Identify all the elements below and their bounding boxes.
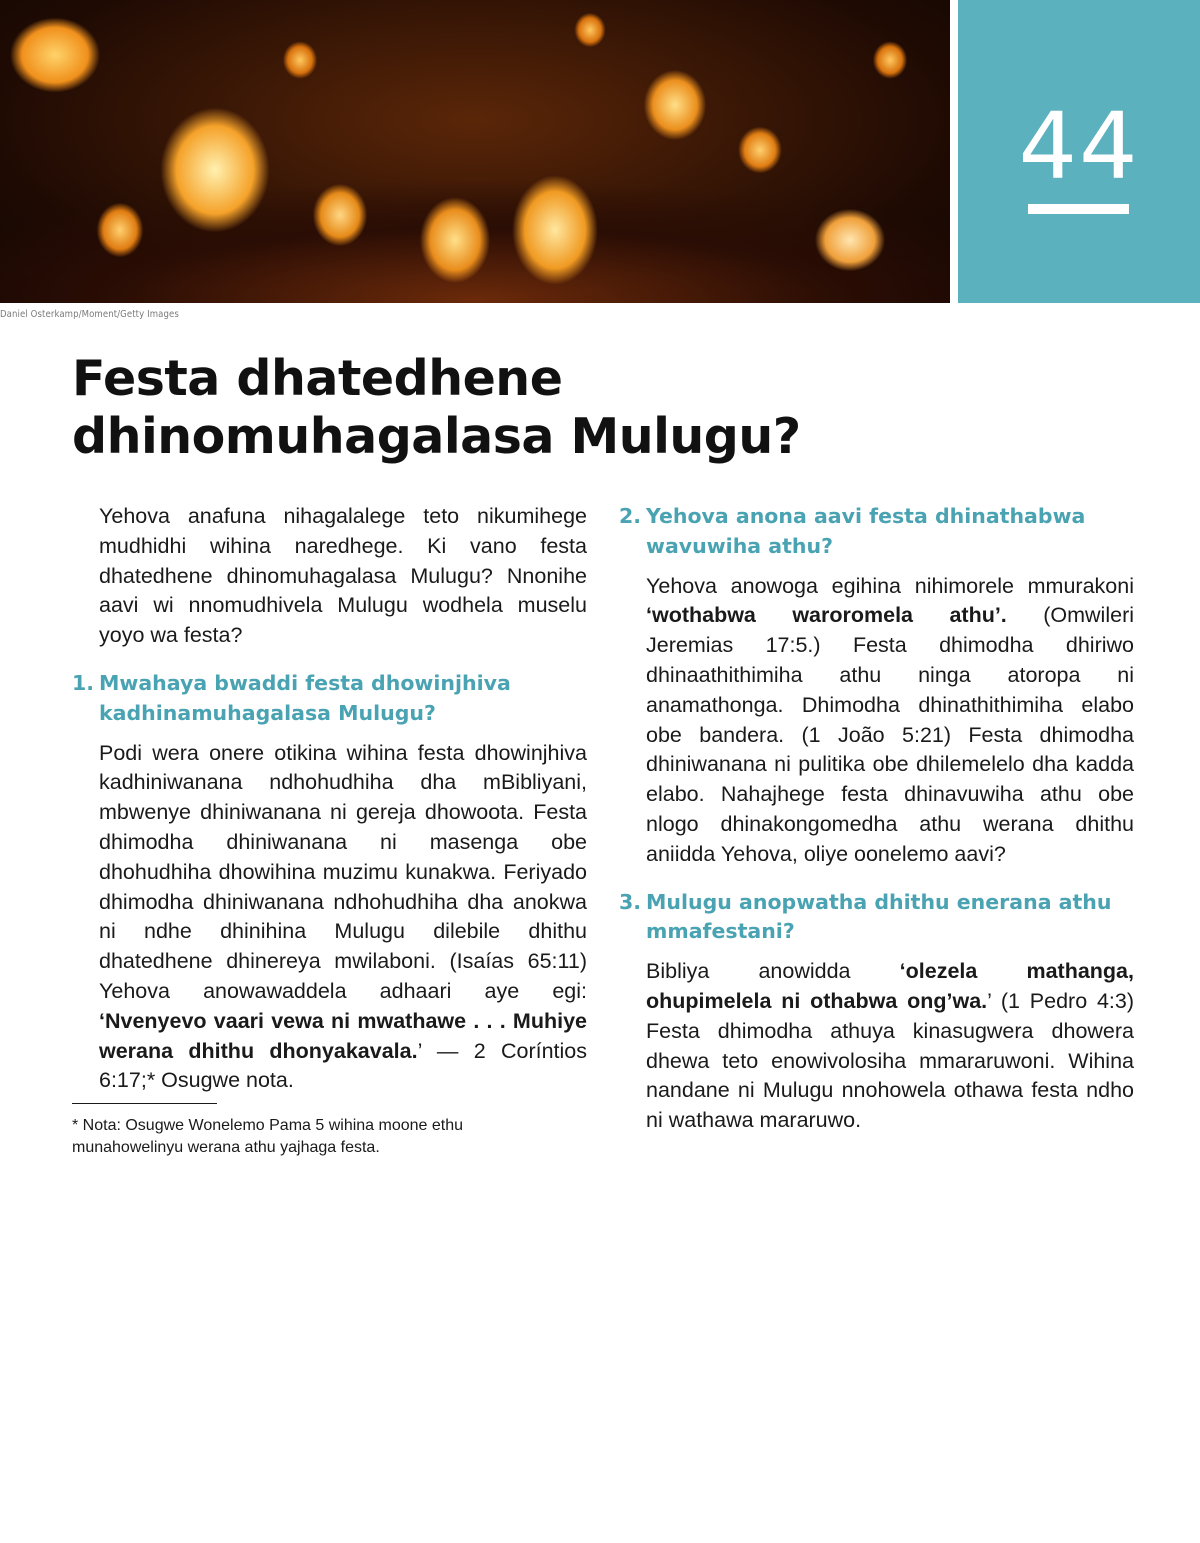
section-3-question-text: Mulugu anopwatha dhithu enerana athu mmafestani? xyxy=(646,889,1112,944)
section-1-body xyxy=(72,739,587,1097)
lesson-number-underline xyxy=(1028,204,1129,214)
section-1-body-bold: ‘Nvenyevo vaari vewa ni mwathawe . . . Muhiye werana dhithu dhonyakavala. xyxy=(99,1008,587,1063)
intro-paragraph: Yehova anafuna nihagalalege teto nikumihege mudhidhi wihina naredhege. Ki vano festa dhatedhene dhinomuhagalasa Mulugu? Nnonihe aavi wi nnomudhivela Mulugu wodhela muselu yoyo wa festa? xyxy=(99,504,587,648)
footnote-divider xyxy=(72,1103,217,1104)
lesson-number: 44 xyxy=(1018,93,1140,200)
section-1-number: 1. xyxy=(72,670,95,695)
footnote: * Nota: Osugwe Wonelemo Pama 5 wihina moone ethu munahowelinyu werana athu yajhaga festa. xyxy=(72,1117,464,1156)
section-1-body-b: ’ — 2 Coríntios 6:17;* Osugwe nota. xyxy=(99,1038,587,1093)
section-3-number: 3. xyxy=(619,889,642,914)
section-2-question xyxy=(619,502,1134,562)
section-2-body xyxy=(619,572,1134,870)
section-2-number: 2. xyxy=(619,504,642,528)
section-2-body-b: (Omwileri Jeremias 17:5.) Festa dhimodha dhiriwo dhinaathithimiha athu ninga atoropa ni anamathonga. Dhimodha dhinathithimiha elabo obe bandera. (1 João 5:21) Festa dhimodha dhiniwanana ni pulitika obe dhilemelelo dha kadda elabo. Nahajhege festa dhinavuwiha athu obe nlogo dhinakongomedha athu werana dhithu aniidda Yehova, oliye oonelemo aavi? xyxy=(646,603,1134,866)
lesson-number-panel xyxy=(958,0,1200,303)
photo-credit: Daniel Osterkamp/Moment/Getty Images xyxy=(0,309,179,320)
section-3-body xyxy=(619,957,1134,1136)
section-3-body-bold: ‘olezela mathanga, ohupimelela ni othabwa ong’wa. xyxy=(646,959,1134,1013)
section-3-question xyxy=(619,888,1134,948)
section-2-question-text: Yehova anona aavi festa dhinathabwa wavuwiha athu? xyxy=(646,504,1086,558)
page-title-line2: dhinomuhagalasa Mulugu? xyxy=(72,408,801,465)
section-3-body-b: ’ (1 Pedro 4:3) Festa dhimodha athuya kinasugwera dhowera dhewa teto enowivolosiha mmararuwoni. Wihina nandane ni Mulugu nnohowela othawa festa ndho ni wathawa mararuwo. xyxy=(646,988,1134,1133)
section-2-body-a: Yehova anowoga egihina nihimorele mmurakoni xyxy=(646,573,1134,598)
section-2-body-bold: ‘wothabwa waroromela athu’. xyxy=(646,603,1007,628)
section-1-question-text: Mwahaya bwaddi festa dhowinjhiva kadhinamuhagalasa Mulugu? xyxy=(99,670,511,725)
right-column xyxy=(619,502,1134,1136)
section-3-body-a: Bibliya anowidda xyxy=(646,959,900,984)
left-column xyxy=(72,502,587,1096)
page-title xyxy=(72,350,1132,466)
page-title-line1: Festa dhatedhene xyxy=(72,350,563,407)
section-1-question xyxy=(72,669,587,729)
section-1-body-a: Podi wera onere otikina wihina festa dhowinjhiva kadhiniwanana ndhohudhiha dha mBibliyani, mbwenye dhiniwanana ni gereja dhowoota. Festa dhimodha dhiniwanana ni masenga obe dhohudhiha dhowihina muzimu kunakwa. Feriyado dhimodha dhiniwanana ndhohudhiha dha anokwa ni ndhe dhinihina Mulugu dilebile dhithu dhatedhene dhinereya mwilaboni. (Isaías 65:11) Yehova anowawaddela adhaari aye egi: xyxy=(99,740,587,1003)
hero-photo-lanterns xyxy=(0,0,950,303)
